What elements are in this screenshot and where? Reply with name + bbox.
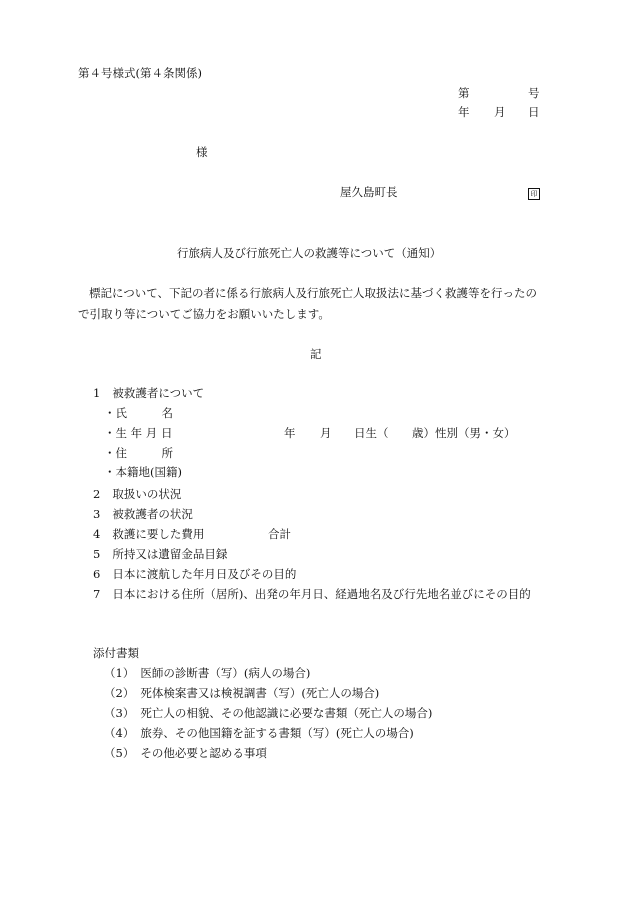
number-suffix: 号 (528, 86, 540, 100)
item-number: 1 (93, 386, 101, 400)
birth-day: 日生（ (354, 426, 389, 440)
number-prefix: 第 (458, 86, 470, 100)
item-text: 日本に渡航した年月日及びその目的 (112, 567, 297, 581)
attachment-item (104, 688, 379, 700)
document-title: 行旅病人及び行旅死亡人の救護等について（通知） (177, 246, 442, 260)
attachments-heading: 添付書類 (93, 646, 139, 660)
seal-icon: 印 (528, 188, 540, 200)
attachment-item (104, 708, 432, 720)
date-day: 日 (528, 105, 540, 119)
attachment-item (104, 728, 414, 740)
addressee-honorific: 様 (196, 145, 208, 159)
subitem-birth: ・生 年 月 日 (104, 426, 173, 440)
attachment-number: （4） (104, 726, 135, 740)
birth-year: 年 (284, 426, 296, 440)
item-text: 所持又は遺留金品目録 (112, 547, 228, 561)
attachment-text: 医師の診断書（写）(病人の場合) (140, 666, 311, 680)
cost-total-label: 合計 (268, 527, 291, 541)
attachment-item (104, 748, 267, 760)
body-line-1: 標記について、下記の者に係る行旅病人及行旅死亡人取扱法に基づく救護等を行ったの (89, 286, 538, 300)
list-item (93, 589, 531, 601)
attachment-number: （2） (104, 686, 135, 700)
item-text: 日本における住所（居所)、出発の年月日、経過地名及び行先地名並びにその目的 (112, 587, 531, 601)
attachment-number: （1） (104, 666, 135, 680)
form-label: 第４号様式(第４条関係) (78, 66, 202, 80)
list-item (93, 549, 227, 561)
item-number: 2 (93, 487, 101, 501)
attachment-number: （3） (104, 706, 135, 720)
attachment-text: 死亡人の相貌、その他認識に必要な書類（死亡人の場合) (140, 706, 433, 720)
date-month: 月 (494, 105, 506, 119)
list-item (93, 509, 193, 521)
attachment-number: （5） (104, 746, 135, 760)
item-number: 6 (93, 567, 101, 581)
item-number: 5 (93, 547, 101, 561)
birth-month: 月 (320, 426, 332, 440)
item-number: 4 (93, 527, 101, 541)
item-number: 3 (93, 507, 101, 521)
ki-marker: 記 (310, 347, 322, 361)
list-item (93, 529, 204, 541)
birth-age-gender: 歳）性別（男・女） (412, 426, 516, 440)
subitem-name: ・氏 名 (104, 406, 173, 420)
attachment-text: 旅券、その他国籍を証する書類（写）(死亡人の場合) (140, 726, 414, 740)
attachment-text: その他必要と認める事項 (140, 746, 267, 760)
list-item (93, 388, 204, 400)
list-item (93, 489, 181, 501)
attachment-text: 死体検案書又は検視調書（写）(死亡人の場合) (140, 686, 380, 700)
sender-title: 屋久島町長 (340, 185, 398, 199)
seal-mark (528, 187, 540, 200)
item-text: 救護に要した費用 (112, 527, 205, 541)
item-text: 取扱いの状況 (112, 487, 182, 501)
subitem-domicile: ・本籍地(国籍) (104, 465, 182, 479)
body-line-2: で引取り等についてご協力をお願いいたします。 (78, 307, 330, 321)
date-year: 年 (458, 105, 470, 119)
item-text: 被救護者について (112, 386, 205, 400)
subitem-address: ・住 所 (104, 446, 173, 460)
attachment-item (104, 668, 310, 680)
list-item (93, 569, 296, 581)
item-text: 被救護者の状況 (112, 507, 193, 521)
item-number: 7 (93, 587, 101, 601)
